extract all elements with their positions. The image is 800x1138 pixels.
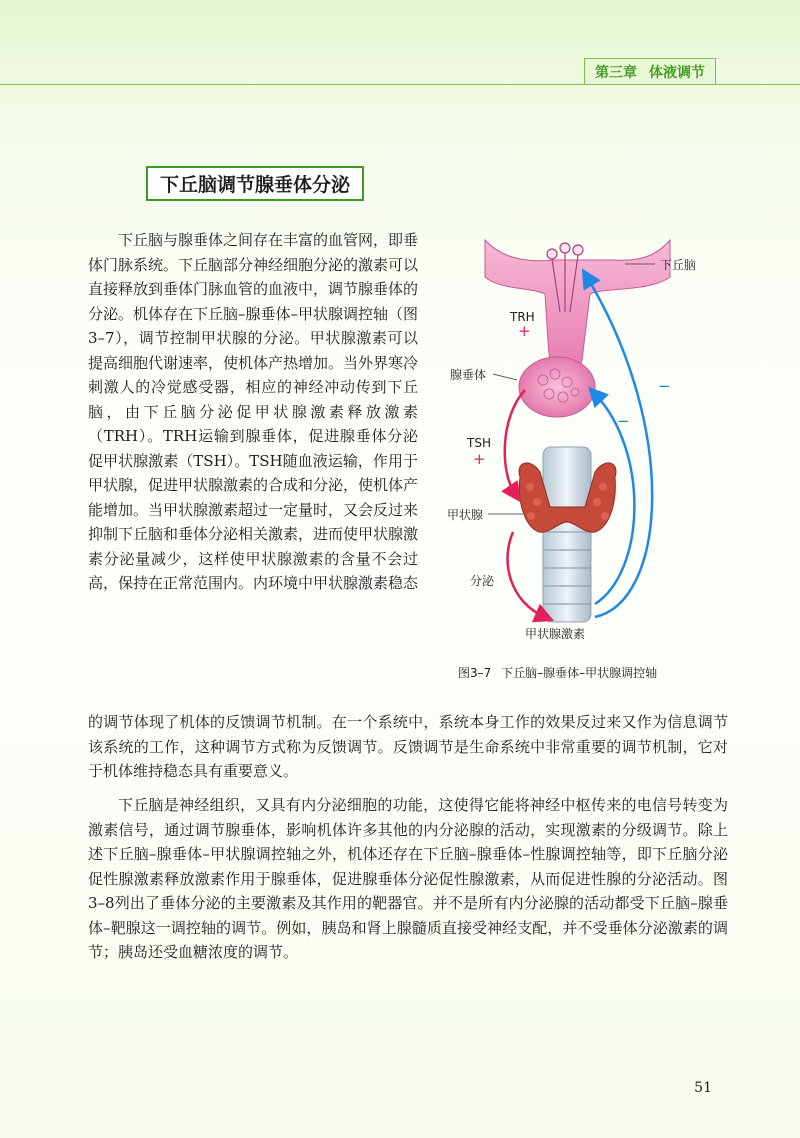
pituitary-shape xyxy=(519,357,595,417)
trachea-shape xyxy=(543,447,591,622)
figure-3-7 xyxy=(445,232,720,652)
feedback-minus-sign-2: − xyxy=(617,412,630,430)
label-secretion: 分泌 xyxy=(470,574,495,588)
label-hypothalamus: 下丘脑 xyxy=(660,258,697,272)
secretion-arrow xyxy=(508,532,545,617)
feedback-to-hypothalamus-arrow xyxy=(587,277,652,617)
chapter-header xyxy=(584,58,716,84)
chapter-number: 第三章 xyxy=(595,64,637,81)
section-title: 下丘脑调节腺垂体分泌 xyxy=(146,166,364,201)
chapter-title: 体液调节 xyxy=(649,64,705,81)
label-trh: TRH xyxy=(510,310,535,324)
label-thyroid-hormone: 甲状腺激素 xyxy=(525,627,586,641)
label-tsh: TSH xyxy=(467,436,491,450)
label-pituitary: 腺垂体 xyxy=(450,368,487,382)
trh-plus-sign: + xyxy=(518,322,531,340)
page-number: 51 xyxy=(694,1080,712,1096)
tsh-plus-sign: + xyxy=(473,450,486,468)
label-thyroid: 甲状腺 xyxy=(447,508,484,522)
paragraph-1-top: 下丘脑与腺垂体之间存在丰富的血管网，即垂体门脉系统。下丘脑部分神经细胞分泌的激素可以直接释放到垂体门脉血管的血液中，调节腺垂体的分泌。机体存在下丘脑–腺垂体–甲状腺调控轴（图3–7），调节控制甲状腺的分泌。甲状腺激素可以提高细胞代谢速率，使机体产热增加。当外界寒冷刺激人的冷觉感受器，相应的神经冲动传到下丘脑，由下丘脑分泌促甲状腺激素释放激素（TRH）。TRH运输到腺垂体，促进腺垂体分泌促甲状腺激素（TSH）。TSH随血液运输，作用于甲状腺，促进甲状腺激素的合成和分泌，使机体产能增加。当甲状腺激素超过一定量时，又会反过来抑制下丘脑和垂体分泌相关激素，进而使甲状腺激素分泌量减少，这样使甲状腺激素的含量不会过高，保持在正常范围内。内环境中甲状腺激素稳态 xyxy=(88,231,419,592)
header-rule xyxy=(0,84,800,85)
paragraph-2: 下丘脑是神经组织，又具有内分泌细胞的功能，这使得它能将神经中枢传来的电信号转变为激素信号，通过调节腺垂体，影响机体许多其他的内分泌腺的活动，实现激素的分级调节。除上述下丘脑–腺垂体–甲状腺调控轴之外，机体还存在下丘脑–腺垂体–性腺调控轴等，即下丘脑分泌促性腺激素释放激素作用于腺垂体，促进腺垂体分泌促性腺激素，从而促进性腺的分泌活动。图3–8列出了垂体分泌的主要激素及其作用的靶器官。并不是所有内分泌腺的活动都受下丘脑–腺垂体–靶腺这一调控轴的调节。例如，胰岛和肾上腺髓质直接受神经支配，并不受垂体分泌激素的调节；胰岛还受血糖浓度的调节。 xyxy=(88,796,728,961)
figure-caption: 图3–7 下丘脑–腺垂体–甲状腺调控轴 xyxy=(458,666,658,680)
paragraph-1-continued: 的调节体现了机体的反馈调节机制。在一个系统中，系统本身工作的效果反过来又作为信息调节该系统的工作，这种调节方式称为反馈调节。反馈调节是生命系统中非常重要的调节机制，它对于机体维持稳态具有重要意义。 xyxy=(88,713,728,780)
feedback-minus-sign-1: − xyxy=(658,377,671,395)
pituitary-leader-line xyxy=(493,374,517,380)
